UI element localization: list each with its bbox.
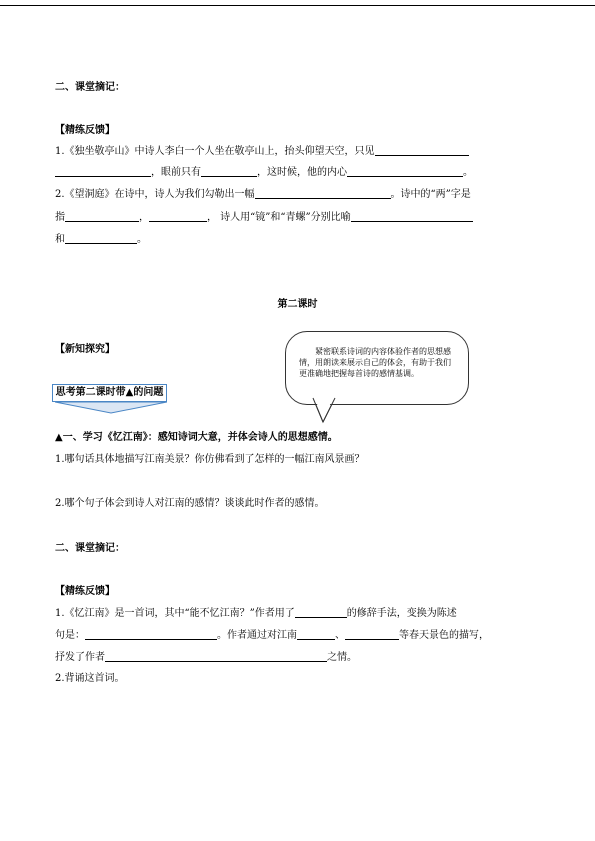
question-2-line-2: 指 ， ， 诗人用“镜”和“青螺”分别比喻	[55, 210, 473, 225]
blank-field[interactable]	[255, 187, 391, 199]
feedback-title: 【精练反馈】	[55, 125, 115, 136]
question-1-line-2: ，眼前只有 ，这时候，他的内心 。	[55, 165, 473, 180]
explore-title: 【新知探究】	[55, 344, 115, 355]
blank-field[interactable]	[295, 606, 347, 618]
feedback-q1-line-3: 抒发了作者 之情。	[55, 652, 357, 663]
speech-bubble-tail-cover	[305, 396, 355, 426]
task-1-question-1: 1.哪句话具体地描写江南美景？你仿佛看到了怎样的一幅江南风景画？	[55, 454, 365, 465]
section-heading-notes: 二、课堂摘记：	[55, 82, 125, 93]
blank-field[interactable]	[297, 628, 335, 640]
question-2-line-1: 2.《望洞庭》在诗中，诗人为我们勾勒出一幅 。诗中的“两”字是	[55, 189, 471, 200]
lesson-2-title: 第二课时	[277, 299, 318, 310]
blank-field[interactable]	[375, 144, 469, 156]
blank-field[interactable]	[65, 210, 139, 222]
blank-field[interactable]	[55, 165, 151, 177]
feedback-q1-line-1: 1.《忆江南》是一首词，其中“能不忆江南？”作者用了 的修辞手法，变换为陈述	[55, 608, 457, 619]
question-1-line-1: 1.《独坐敬亭山》中诗人李白一个人坐在敬亭山上，抬头仰望天空，只见	[55, 144, 469, 159]
blank-field[interactable]	[201, 165, 257, 177]
blank-field[interactable]	[105, 650, 327, 662]
task-1-heading: ▲一、学习《忆江南》：感知诗词大意，并体会诗人的思想感情。	[55, 432, 338, 443]
task-1-question-2: 2.哪个句子体会到诗人对江南的感情？谈谈此时作者的感情。	[55, 498, 325, 509]
think-prompt-box: 思考第二课时带▲的问题	[52, 384, 167, 402]
blank-field[interactable]	[65, 232, 137, 244]
blank-field[interactable]	[149, 210, 207, 222]
feedback-title-2: 【精练反馈】	[55, 586, 115, 597]
blank-field[interactable]	[85, 628, 217, 640]
question-2-line-3: 和 。	[55, 234, 147, 245]
feedback-q2: 2.背诵这首词。	[55, 673, 125, 684]
speech-bubble-text: 紧密联系诗词的内容体验作者的思想感情，用朗读来展示自己的体会，有助于我们更准确地把握每首诗的感情基调。	[299, 347, 451, 378]
blank-field[interactable]	[347, 165, 463, 177]
down-arrow-icon	[55, 401, 167, 415]
feedback-q1-line-2: 句是： 。作者通过对江南 、 等春天景色的描写，	[55, 630, 489, 641]
blank-field[interactable]	[351, 210, 473, 222]
blank-field[interactable]	[345, 628, 399, 640]
section-heading-notes-2: 二、课堂摘记：	[55, 543, 125, 554]
top-rule	[0, 5, 595, 6]
